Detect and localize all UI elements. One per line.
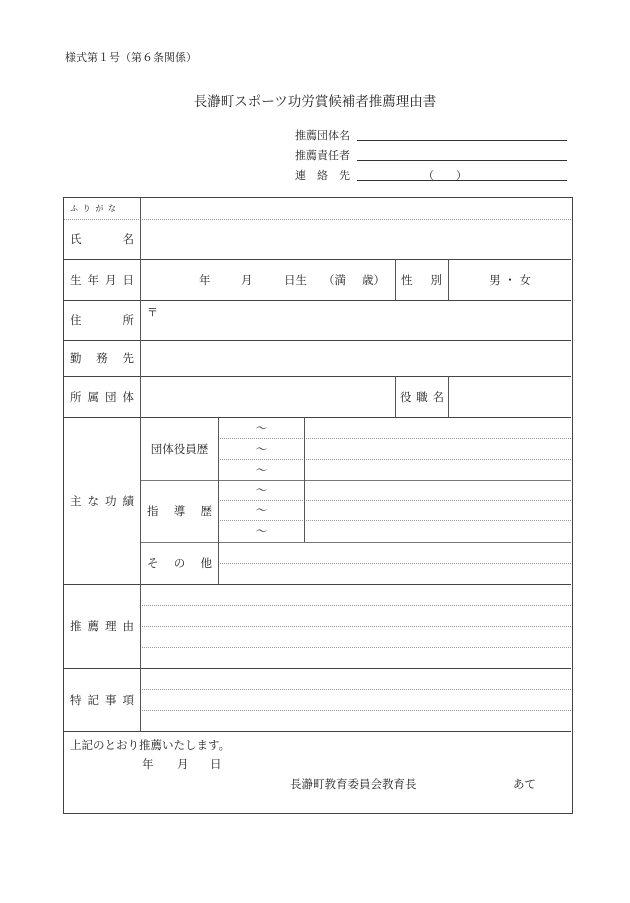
date-year-unit: 年 — [142, 757, 154, 771]
contact-field — [295, 167, 567, 181]
period-tilde[interactable]: ～ — [255, 441, 268, 456]
birthdate-label-char: 日 — [122, 272, 134, 287]
name-label-char: 氏 — [70, 232, 82, 246]
date-day-unit: 日 — [210, 757, 222, 771]
responsible-person-label: 推薦責任者 — [295, 149, 350, 162]
address-label-char: 所 — [122, 313, 134, 327]
workplace-label-char: 務 — [96, 351, 108, 365]
period-tilde[interactable]: ～ — [255, 524, 268, 538]
furigana-char: り — [82, 204, 91, 213]
furigana-char: な — [107, 204, 116, 213]
achievements-label — [70, 417, 134, 584]
period-tilde[interactable]: ～ — [255, 483, 268, 497]
birth-year-unit: 年 — [199, 272, 211, 287]
address-label-char: 住 — [70, 313, 82, 327]
birth-day-unit: 日生 — [284, 272, 307, 287]
birthdate-label-char: 年 — [87, 272, 99, 287]
reason-label — [70, 584, 134, 668]
row-divider — [64, 731, 571, 732]
remarks-input[interactable] — [141, 669, 571, 731]
contact-phone-parens — [423, 167, 467, 183]
reason-input[interactable] — [141, 585, 571, 668]
other-label-char: そ — [147, 556, 159, 570]
affiliation-label-char: 所 — [70, 389, 82, 404]
period-tilde[interactable]: ～ — [255, 462, 268, 477]
position-label-divider — [395, 376, 396, 417]
recommending-group-field — [295, 127, 567, 141]
furigana-input[interactable] — [141, 199, 571, 219]
birthdate-input[interactable] — [141, 259, 395, 300]
reason-label-char: 理 — [105, 619, 117, 633]
affiliation-label — [70, 376, 134, 417]
form-number: 様式第１号（第６条関係） — [65, 51, 197, 64]
remarks-label-char: 特 — [70, 692, 82, 707]
remarks-label-char: 項 — [122, 692, 134, 707]
sex-label-divider — [395, 259, 396, 300]
sex-label — [401, 259, 442, 300]
affiliation-label-char: 属 — [87, 389, 99, 404]
name-label — [70, 219, 134, 259]
workplace-label-char: 先 — [122, 351, 134, 365]
other-label-char: の — [173, 556, 186, 570]
workplace-input[interactable] — [141, 341, 571, 376]
sex-selector[interactable]: 男 ・ 女 — [489, 272, 531, 287]
coaching-label — [147, 480, 212, 542]
period-tilde[interactable]: ～ — [255, 503, 268, 517]
name-label-char: 名 — [122, 232, 134, 246]
birthdate-label-char: 生 — [70, 272, 82, 287]
affiliation-label-char: 体 — [122, 389, 134, 404]
document-title: 長瀞町スポーツ功労賞候補者推薦理由書 — [193, 94, 437, 110]
furigana-label — [70, 198, 116, 219]
achievement-period-divider — [304, 417, 305, 542]
period-tilde[interactable]: ～ — [255, 420, 268, 435]
addressee: 長瀞町教育委員会教育長 — [290, 777, 417, 791]
postal-mark: 〒 — [147, 306, 158, 319]
achievements-label-char: 績 — [122, 493, 134, 508]
responsible-person-field — [295, 147, 567, 161]
position-label-char: 名 — [432, 389, 444, 404]
recommendation-form-table — [63, 197, 573, 814]
birthdate-label — [70, 259, 134, 300]
position-label-char: 役 — [400, 389, 412, 404]
workplace-label — [70, 340, 134, 376]
addressee-suffix: あて — [513, 777, 536, 791]
date-month-unit: 月 — [177, 757, 189, 771]
position-label-char: 職 — [416, 389, 428, 404]
affiliation-label-char: 団 — [105, 389, 117, 404]
coaching-label-char: 導 — [173, 504, 186, 518]
coaching-label-char: 指 — [147, 504, 159, 518]
age-close: 歳） — [362, 272, 385, 287]
group-officer-label: 団体役員歴 — [150, 441, 209, 456]
birthdate-label-char: 月 — [105, 272, 117, 287]
address-input[interactable] — [141, 301, 571, 340]
remarks-label-char: 事 — [105, 692, 117, 707]
position-input[interactable] — [449, 377, 571, 417]
paren-close: ） — [456, 169, 467, 182]
workplace-label-char: 勤 — [70, 351, 82, 365]
coaching-label-char: 歴 — [200, 504, 212, 518]
reason-label-char: 由 — [122, 619, 134, 633]
remarks-label-char: 記 — [87, 692, 99, 707]
achievement-line — [218, 563, 571, 564]
sex-label-char: 別 — [430, 272, 442, 287]
contact-label: 連 絡 先 — [295, 169, 350, 182]
reason-label-char: 推 — [70, 619, 82, 633]
age-open: （満 — [323, 272, 346, 287]
achievements-label-char: 功 — [105, 493, 117, 508]
paren-open: （ — [423, 169, 434, 182]
achievements-label-char: な — [87, 493, 99, 508]
reason-label-char: 薦 — [87, 619, 99, 633]
other-label — [147, 542, 212, 584]
furigana-char: が — [95, 204, 104, 213]
address-label — [70, 300, 134, 340]
recommendation-statement: 上記のとおり推薦いたします。 — [70, 738, 231, 752]
name-input[interactable] — [141, 220, 571, 259]
other-label-char: 他 — [200, 556, 212, 570]
recommending-group-line[interactable] — [357, 140, 567, 141]
remarks-label — [70, 668, 134, 731]
sex-label-char: 性 — [401, 272, 413, 287]
recommending-group-label: 推薦団体名 — [295, 129, 350, 142]
birth-month-unit: 月 — [241, 272, 253, 287]
furigana-char: ふ — [70, 204, 78, 213]
position-label — [400, 376, 444, 417]
affiliation-input[interactable] — [141, 377, 395, 417]
responsible-person-line[interactable] — [357, 160, 567, 161]
achievements-label-char: 主 — [70, 493, 82, 508]
